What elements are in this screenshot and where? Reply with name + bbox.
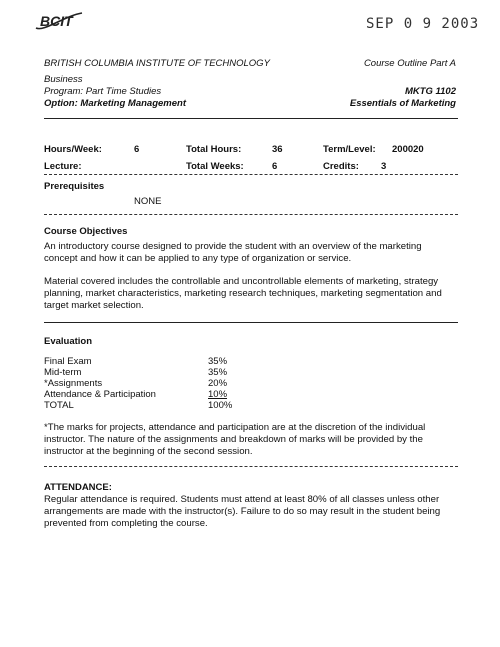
- eval-label-midterm: Mid-term: [44, 367, 82, 378]
- prereq-divider: [44, 214, 458, 215]
- hours-week-label: Hours/Week:: [44, 144, 102, 155]
- eval-value-final-exam: 35%: [208, 356, 228, 367]
- evaluation-title: Evaluation: [44, 336, 93, 347]
- prerequisites-value: NONE: [134, 196, 162, 207]
- total-hours-label: Total Hours:: [186, 144, 242, 155]
- institute-name: BRITISH COLUMBIA INSTITUTE OF TECHNOLOGY: [44, 58, 270, 69]
- bcit-logo: [34, 10, 82, 30]
- evaluation-divider: [44, 466, 458, 467]
- eval-label-assignments: *Assignments: [44, 378, 103, 389]
- objectives-paragraph-1: An introductory course designed to provide the student with an overview of the marketing concept and how it can be applied to any type of organization or service.: [44, 241, 422, 264]
- outline-label: Course Outline Part A: [363, 58, 456, 69]
- total-weeks-value: 6: [272, 161, 278, 172]
- course-code: MKTG 1102: [404, 86, 456, 97]
- eval-value-attendance: 10%: [208, 389, 228, 400]
- term-level-label: Term/Level:: [323, 144, 376, 155]
- hours-week-value: 6: [134, 144, 140, 155]
- lecture-label: Lecture:: [44, 161, 82, 172]
- eval-label-total: TOTAL: [44, 400, 74, 411]
- header-divider: [44, 118, 458, 119]
- term-level-value: 200020: [392, 144, 424, 155]
- svg-text:BCIT: BCIT: [40, 13, 73, 29]
- eval-value-assignments: 20%: [208, 378, 228, 389]
- objectives-paragraph-2: Material covered includes the controllable and uncontrollable elements of marketing, strategy planning, market characteristics, marketing research techniques, marketing segmentation and target market selection.: [44, 276, 442, 311]
- eval-value-total: 100%: [208, 400, 233, 411]
- eval-label-final-exam: Final Exam: [44, 356, 92, 367]
- total-hours-value: 36: [272, 144, 283, 155]
- objectives-divider: [44, 322, 458, 323]
- program-line: Program: Part Time Studies: [44, 86, 162, 97]
- eval-label-attendance: Attendance & Participation: [44, 389, 156, 400]
- prerequisites-label: Prerequisites: [44, 181, 105, 192]
- received-date-stamp: SEP 0 9 2003: [366, 16, 480, 32]
- school-name: Business: [44, 74, 83, 85]
- credits-label: Credits:: [323, 161, 359, 172]
- info-divider: [44, 174, 458, 175]
- objectives-title: Course Objectives: [44, 226, 128, 237]
- option-line: Option: Marketing Management: [44, 98, 186, 109]
- attendance-text: Regular attendance is required. Students must attend at least 80% of all classes unless other arrangements are made with the instructor(s). Failure to do so may result in the student being prevented from completing the course.: [44, 494, 441, 529]
- evaluation-note: *The marks for projects, attendance and participation are at the discretion of the individual instructor. The nature of the assignments and breakdown of marks will be provided by the instructor at the beginning of the second session.: [44, 422, 426, 457]
- course-name: Essentials of Marketing: [349, 98, 456, 109]
- credits-value: 3: [381, 161, 387, 172]
- eval-value-midterm: 35%: [208, 367, 228, 378]
- total-weeks-label: Total Weeks:: [186, 161, 244, 172]
- attendance-title: ATTENDANCE:: [44, 482, 112, 493]
